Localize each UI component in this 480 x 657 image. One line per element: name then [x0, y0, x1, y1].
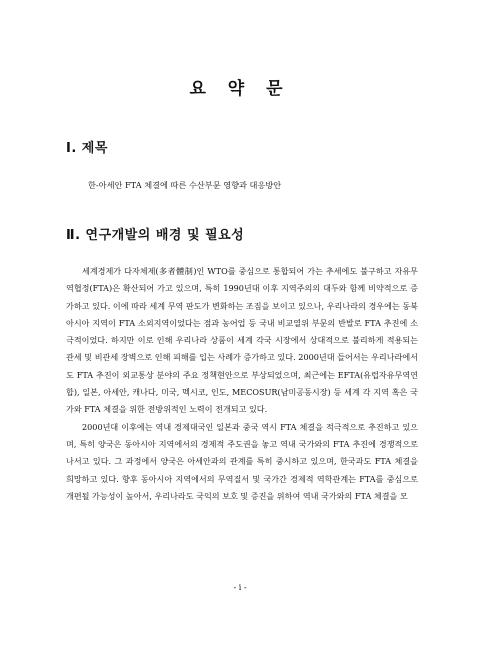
research-subject: 한-아세안 FTA 체결에 따른 수산부문 영향과 대응방안: [88, 180, 282, 190]
section-heading-title: Ⅰ. 제목: [66, 141, 108, 156]
page-title: 요 약 문: [189, 79, 291, 99]
paragraph-1: 세계경제가 다자체제(多者體制)인 WTO를 중심으로 통합되어 가는 추세에도 불구하고 자유무역협정(FTA)은 확산되어 가고 있으며, 특히 1990년대 이후 지역주의의 대두와 함께 비약적으로 증가하고 있다. 이에 따라 세계 무역 판도가 변화하는 조짐을 보이고 있으나, 우리나라의 경우에는 동북아시아 지역이 FTA 소외지역이었다는 점과 농어업 등 국내 비교열위 부문의 반발로 FTA 추진에 소극적이었다. 하지만 이로 인해 우리나라 상품이 세계 각국 시장에서 상대적으로 불리하게 적용되는 관세 및 비관세 장벽으로 인해 피해를 입는 사례가 증가하고 있다. 2000년대 들어서는 우리나라에서도 FTA 추진이 외교통상 분야의 주요 정책현안으로 부상되었으며, 최근에는 EFTA(유럽자유무역연합), 일본, 아세안, 캐나다, 미국, 멕시코, 인도, MECOSUR(남미공동시장) 등 세계 각 지역 혹은 국가와 FTA 체결을 위한 전방위적인 노력이 전개되고 있다.: [66, 266, 418, 415]
page-number: - i -: [233, 583, 247, 592]
paragraph-2: 2000년대 이후에는 역내 경제대국인 일본과 중국 역시 FTA 체결을 적극적으로 추진하고 있으며, 특히 양국은 동아시아 지역에서의 경제적 주도권을 놓고 역내 국가와의 FTA 추진에 경쟁적으로 나서고 있다. 그 과정에서 양국은 아세안과의 관계를 특히 중시하고 있으며, 한국과도 FTA 체결을 희망하고 있다. 향후 동아시아 지역에서의 무역질서 및 국가간 경제적 역학관계는 FTA를 중심으로 개편될 가능성이 높아서, 우리나라도 국익의 보호 및 증진을 위하여 역내 국가와의 FTA 체결을 모: [66, 421, 418, 501]
section-heading-background: Ⅱ. 연구개발의 배경 및 필요성: [66, 228, 245, 243]
section-body: [66, 263, 418, 505]
